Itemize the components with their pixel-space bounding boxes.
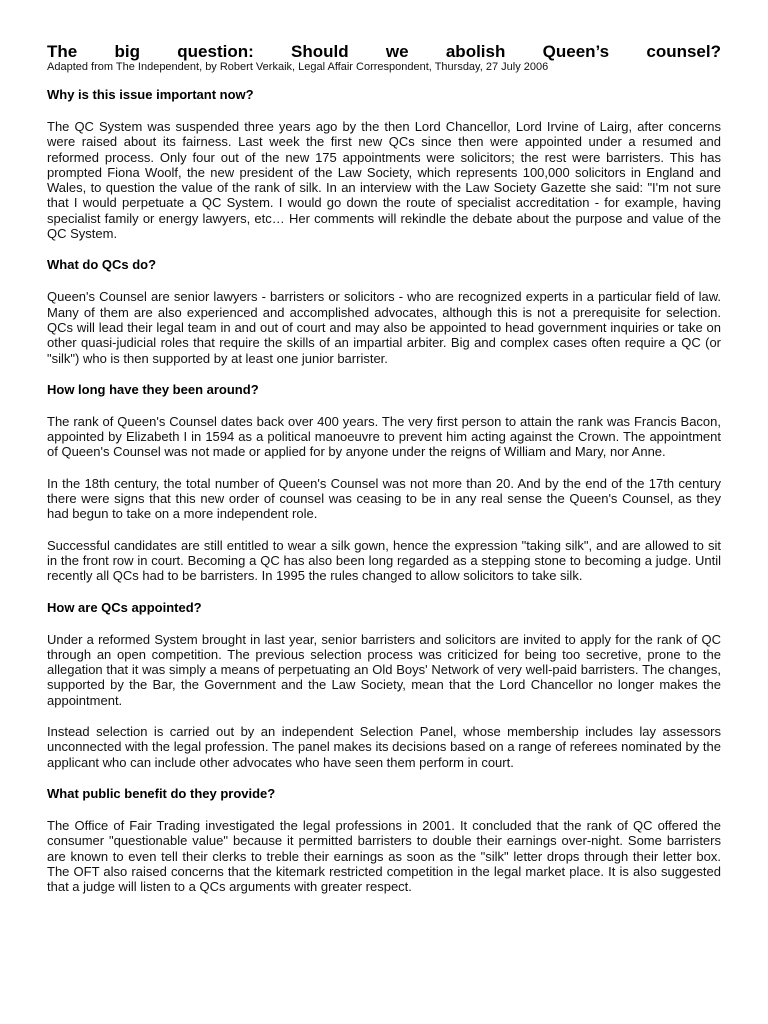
paragraph: Queen's Counsel are senior lawyers - barristers or solicitors - who are recognized experts in a particular field of law. Many of them are also experienced and accomplished advocates, although this is not a prerequisite for selection. QCs will lead their legal team in and out of court and may also be appointed to head government inquiries or take on other quasi-judicial roles that require the skills of an impartial arbiter. Big and complex cases often require a QC (or "silk") who is then supported by at least one junior barrister. [47, 289, 721, 366]
paragraph: The QC System was suspended three years ago by the then Lord Chancellor, Lord Irvine of Lairg, after concerns were raised about its fairness. Last week the first new QCs since then were appointed under a resumed and reformed process. Only four out of the new 175 appointments were solicitors; the rest were barristers. This has prompted Fiona Woolf, the new president of the Law Society, which represents 100,000 solicitors in England and Wales, to question the value of the rank of silk. In an interview with the Law Society Gazette she said: "I'm not sure that I would perpetuate a QC System. I would go down the route of specialist accreditation - for example, having specialist family or energy lawyers, etc… Her comments will rekindle the debate about the purpose and value of the QC System. [47, 119, 721, 242]
paragraph: The Office of Fair Trading investigated the legal professions in 2001. It concluded that the rank of QC offered the consumer "questionable value" because it permitted barristers to double their earnings over-night. Some barristers are known to even tell their clerks to treble their earnings as soon as the "silk" letter drops through their letter box. The OFT also raised concerns that the kitemark restricted competition in the legal market place. It is also suggested that a judge will listen to a QCs arguments with greater respect. [47, 817, 721, 895]
section-how-long [47, 382, 721, 584]
section-heading: How are QCs appointed? [47, 599, 202, 615]
paragraph: Under a reformed System brought in last year, senior barristers and solicitors are invited to apply for the rank of QC through an open competition. The previous selection process was criticized for being too secretive, prone to the allegation that it was simply a means of perpetuating an Old Boys' Network of very well-paid barristers. The changes, supported by the Bar, the Government and the Law Society, mean that the Lord Chancellor no longer makes the appointment. [47, 631, 721, 708]
section-public-benefit [47, 786, 721, 894]
section-heading: Why is this issue important now? [47, 87, 254, 102]
paragraph: In the 18th century, the total number of Queen's Counsel was not more than 20. And by the end of the 17th century there were signs that this new order of counsel was ceasing to be in any real sense the Queen's Counsel, as they had begun to take on a more independent role. [47, 475, 721, 522]
section-why-important [47, 87, 721, 241]
section-heading: How long have they been around? [47, 381, 259, 397]
document-title: The big question: Should we abolish Queen’s counsel? [47, 42, 721, 61]
paragraph: Instead selection is carried out by an independent Selection Panel, whose membership includes lay assessors unconnected with the legal profession. The panel makes its decisions based on a range of referees nominated by the applicant who can include other advocates who have seen them perform in court. [47, 724, 721, 770]
section-heading: What public benefit do they provide? [47, 785, 276, 801]
section-heading: What do QCs do? [47, 257, 157, 273]
section-how-appointed [47, 600, 721, 770]
section-what-qcs-do [47, 257, 721, 365]
document-byline: Adapted from The Independent, by Robert Verkaik, Legal Affair Correspondent, Thursday, 27 July 2006 [47, 61, 549, 73]
paragraph: The rank of Queen's Counsel dates back over 400 years. The very first person to attain the rank was Francis Bacon, appointed by Elizabeth I in 1594 as a political manoeuvre to prevent him acting against the Crown. The appointment of Queen's Counsel was not made or applied for by anyone under the reigns of William and Mary, nor Anne. [47, 413, 721, 460]
paragraph: Successful candidates are still entitled to wear a silk gown, hence the expression "taking silk", and are allowed to sit in the front row in court. Becoming a QC has also been long regarded as a stepping stone to becoming a judge. Until recently all QCs had to be barristers. In 1995 the rules changed to allow solicitors to take silk. [47, 537, 721, 584]
